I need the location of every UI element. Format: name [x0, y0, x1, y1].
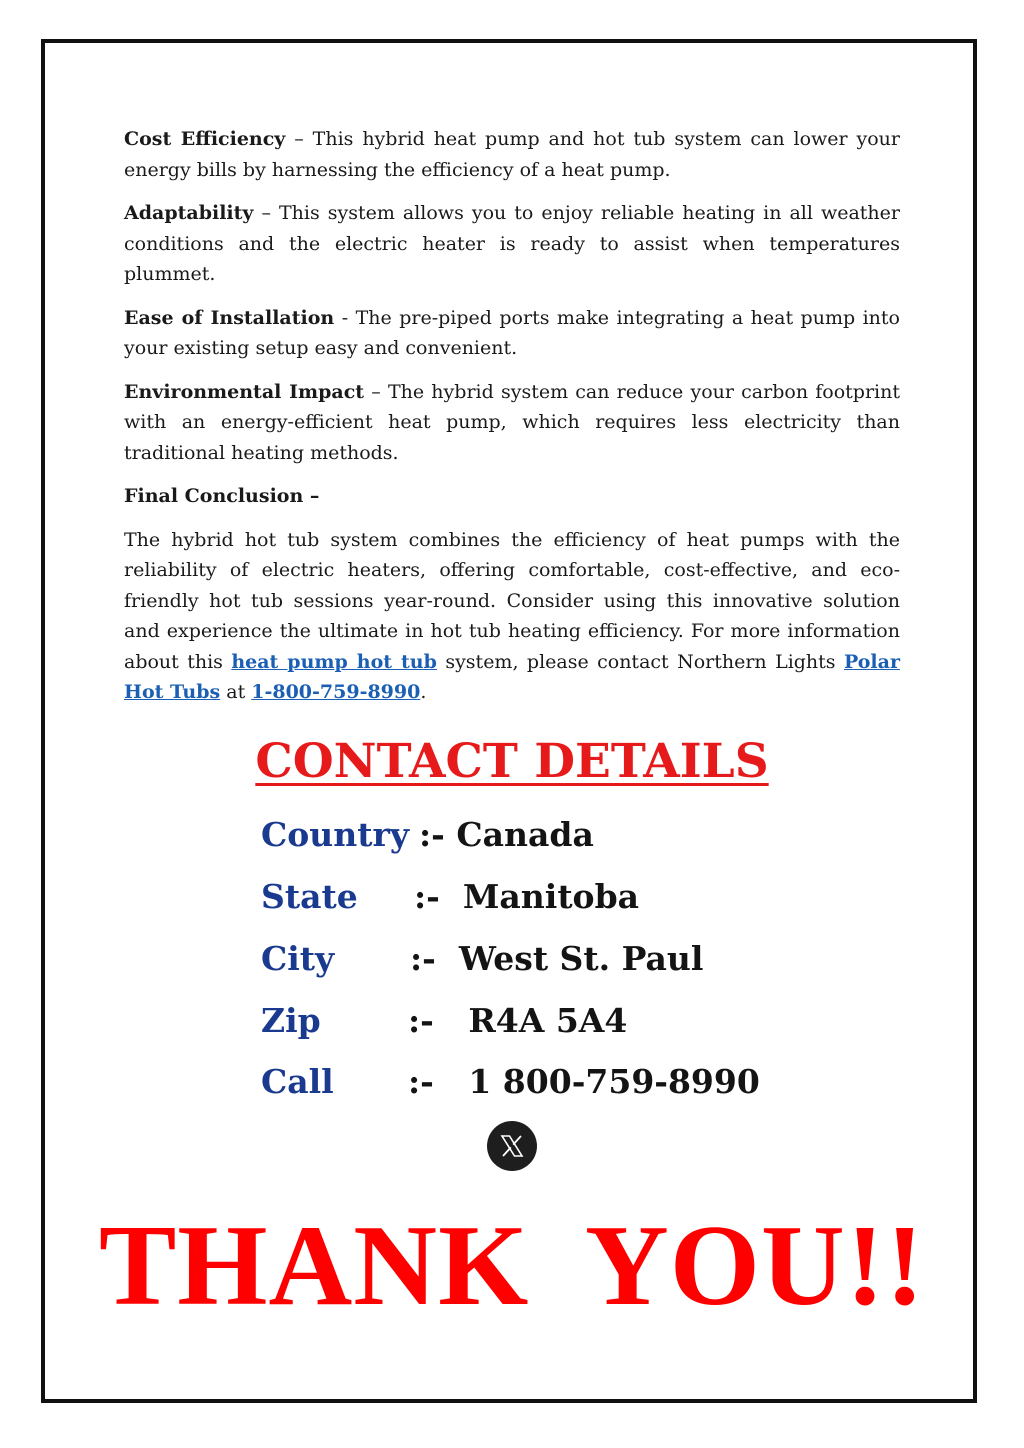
conclusion-text-1: The hybrid hot tub system combines the efficiency of heat pumps with the reliability of electric heaters, offering comfortable, cost-effective, and eco-friendly hot tub sessions year-round. Consider using this innovative solution and experience the ultimate in hot tub heating efficiency. For more information about this — [124, 528, 900, 673]
contact-zip-text: R4A 5A4 — [468, 1001, 628, 1040]
paragraph-environmental-impact — [124, 377, 900, 469]
cost-efficiency-text: – This hybrid heat pump and hot tub system can lower your energy bills by harnessing the efficiency of a heat pump. — [124, 128, 900, 181]
environmental-impact-title: Environmental Impact — [124, 380, 365, 403]
contact-sep-city: :- — [410, 939, 436, 978]
contact-row-country — [261, 810, 594, 860]
body-text — [124, 124, 900, 721]
contact-label-call: Call — [261, 1062, 334, 1101]
contact-row-zip — [261, 996, 628, 1046]
contact-sep-zip: :- — [408, 1001, 434, 1040]
conclusion-text-2: system, please contact Northern Lights — [436, 650, 844, 673]
heat-pump-hot-tub-link[interactable]: heat pump hot tub — [231, 650, 437, 673]
contact-sep-call: :- — [408, 1062, 434, 1101]
contact-label-city: City — [261, 939, 335, 978]
contact-row-state — [261, 872, 640, 922]
adaptability-title: Adaptability — [124, 202, 254, 224]
contact-sep-country: :- — [419, 815, 445, 854]
contact-call-text: 1 800-759-8990 — [468, 1062, 760, 1101]
adaptability-text: – This system allows you to enjoy reliable heating in all weather conditions and the electric heater is ready to assist when temperatures plummet. — [124, 202, 900, 285]
contact-row-city — [261, 934, 704, 984]
x-twitter-icon[interactable] — [487, 1121, 537, 1171]
paragraph-cost-efficiency — [124, 124, 900, 185]
paragraph-adaptability — [124, 198, 900, 290]
cost-efficiency-title: Cost Efficiency — [124, 128, 286, 150]
contact-row-call — [261, 1057, 760, 1107]
conclusion-text-4: . — [420, 681, 427, 703]
contact-details-heading-text: CONTACT DETAILS — [255, 734, 769, 789]
ease-of-installation-text: - The pre-piped ports make integrating a heat pump into your existing setup easy and convenient. — [124, 306, 900, 359]
conclusion-text-3: at — [220, 681, 252, 703]
final-conclusion-title: Final Conclusion – — [124, 485, 320, 507]
final-conclusion-heading — [124, 481, 900, 512]
contact-label-zip: Zip — [261, 1001, 321, 1040]
contact-label-country: Country — [261, 815, 410, 854]
phone-number-link[interactable]: 1-800-759-8990 — [251, 681, 421, 703]
contact-value-call — [408, 1057, 760, 1107]
contact-details-heading — [0, 730, 1024, 794]
contact-value-city — [410, 934, 703, 984]
contact-sep-state: :- — [414, 877, 440, 916]
environmental-impact-text: – The hybrid system can reduce your carbon footprint with an energy-efficient heat pump, which requires less electricity than traditional heating methods. — [124, 380, 900, 464]
contact-value-country — [419, 810, 594, 860]
paragraph-ease-of-installation — [124, 303, 900, 364]
contact-label-state: State — [261, 877, 358, 916]
ease-of-installation-title: Ease of Installation — [124, 306, 335, 329]
contact-country-text: Canada — [456, 815, 594, 854]
contact-value-zip — [408, 996, 627, 1046]
thank-you-text: THANK YOU!! — [98, 1202, 926, 1330]
polar-hot-tubs-link[interactable]: Polar Hot Tubs — [124, 650, 900, 703]
x-logo-icon — [500, 1134, 524, 1158]
contact-value-state — [414, 872, 639, 922]
contact-city-text: West St. Paul — [458, 939, 704, 978]
contact-state-text: Manitoba — [462, 877, 640, 916]
paragraph-conclusion — [124, 525, 900, 708]
